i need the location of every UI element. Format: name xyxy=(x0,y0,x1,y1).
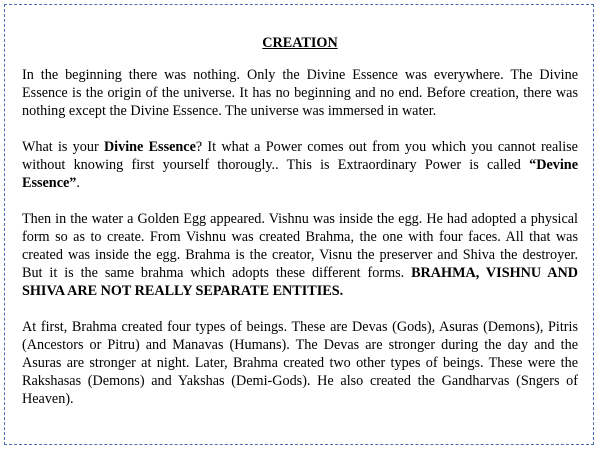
para2-text-3: . xyxy=(76,175,80,191)
paragraph-divine-essence xyxy=(22,138,578,192)
document-body xyxy=(22,34,578,426)
para2-bold-1: Divine Essence xyxy=(103,139,196,155)
para2-text-2: ? It what a Power comes out from you which you cannot realise without knowing first yourself thorougly.. This is Extraordinary Power is called xyxy=(22,139,578,173)
para3-text-1: Then in the water a Golden Egg appeared. Vishnu was inside the egg. He had adopted a physical form so as to create. From Vishnu was created Brahma, the one with four faces. All that was created was inside the egg. Brahma is the creator, Visnu the preserver and Shiva the destroyer. But it is the same brahma which adopts these different forms. xyxy=(22,211,578,281)
page-title: CREATION xyxy=(262,35,338,51)
paragraph-golden-egg xyxy=(22,210,578,300)
para2-text-1: What is your xyxy=(22,139,104,155)
paragraph-beings: At first, Brahma created four types of beings. These are Devas (Gods), Asuras (Demons), Pitris (Ancestors or Pitru) and Manavas (Humans). The Devas are stronger during the day and the Asuras are stronger at night. Later, Brahma created two other types of beings. These were the Rakshasas (Demons) and Yakshas (Demi-Gods). He also created the Gandharvas (Sngers of Heaven). xyxy=(22,319,578,407)
para2-bold-2: “Devine Essence” xyxy=(22,157,578,191)
para3-bold-1: BRAHMA, VISHNU AND SHIVA ARE NOT REALLY SEPARATE ENTITIES. xyxy=(22,265,578,299)
paragraph-beginning: In the beginning there was nothing. Only the Divine Essence was everywhere. The Divine Essence is the origin of the universe. It has no beginning and no end. Before creation, there was nothing except the Divine Essence. The universe was immersed in water. xyxy=(22,67,578,119)
